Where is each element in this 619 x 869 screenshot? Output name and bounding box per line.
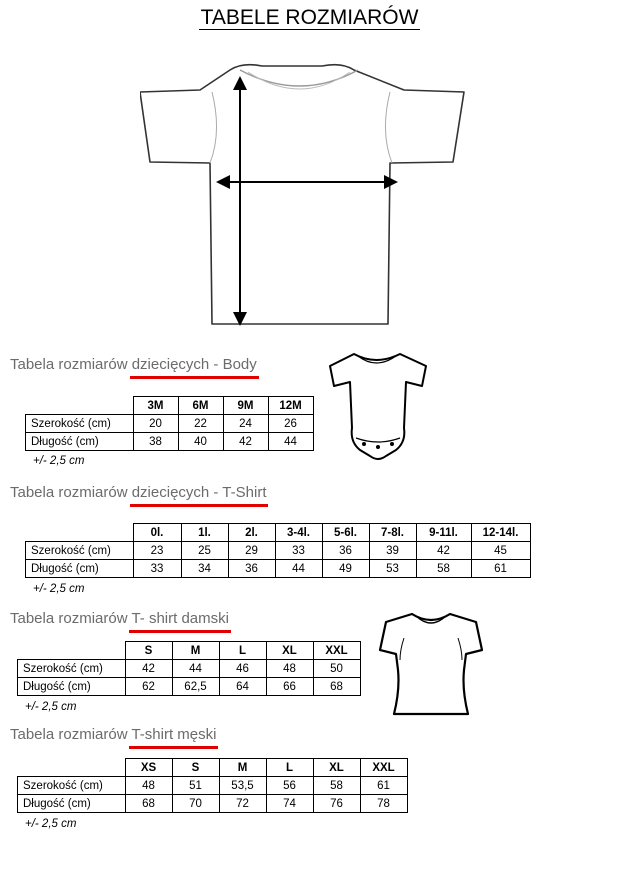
tolerance-note: +/- 2,5 cm <box>25 701 77 713</box>
section-title-womens: Tabela rozmiarów T- shirt damski <box>10 610 229 627</box>
size-table-kids-tshirt: 0l. 1l. 2l. 3-4l. 5-6l. 7-8l. 9-11l. 12-14l. Szerokość (cm) 23 25 29 33 36 39 42 45 Długość (cm) 33 34 36 44 49 53 58 61 <box>25 523 531 578</box>
size-table-mens: XS S M L XL XXL Szerokość (cm) 48 51 53,5 56 58 61 Długość (cm) 68 70 72 74 76 78 <box>17 758 408 813</box>
section-title-kids-tshirt: Tabela rozmiarów dziecięcych - T-Shirt <box>10 484 267 501</box>
table-row: Szerokość (cm) 20 22 24 26 <box>26 415 314 433</box>
baby-bodysuit-icon <box>326 350 430 462</box>
table-row: Długość (cm) 62 62,5 64 66 68 <box>18 678 361 696</box>
size-table-body: 3M 6M 9M 12M Szerokość (cm) 20 22 24 26 Długość (cm) 38 40 42 44 <box>25 396 314 451</box>
table-row: Długość (cm) 38 40 42 44 <box>26 433 314 451</box>
table-row: Szerokość (cm) 23 25 29 33 36 39 42 45 <box>26 542 531 560</box>
size-table-womens: S M L XL XXL Szerokość (cm) 42 44 46 48 50 Długość (cm) 62 62,5 64 66 68 <box>17 641 361 696</box>
womens-tshirt-icon <box>378 610 484 718</box>
table-row: Długość (cm) 33 34 36 44 49 53 58 61 <box>26 560 531 578</box>
section-title-mens: Tabela rozmiarów T-shirt męski <box>10 726 217 743</box>
tolerance-note: +/- 2,5 cm <box>25 818 77 830</box>
section-title-body: Tabela rozmiarów dziecięcych - Body <box>10 356 257 373</box>
tolerance-note: +/- 2,5 cm <box>33 455 85 467</box>
table-row: Długość (cm) 68 70 72 74 76 78 <box>18 795 408 813</box>
table-row: Szerokość (cm) 42 44 46 48 50 <box>18 660 361 678</box>
page-title: TABELE ROZMIARÓW <box>200 6 419 29</box>
tolerance-note: +/- 2,5 cm <box>33 583 85 595</box>
table-row: Szerokość (cm) 48 51 53,5 56 58 61 <box>18 777 408 795</box>
tshirt-measurement-icon <box>140 62 470 332</box>
